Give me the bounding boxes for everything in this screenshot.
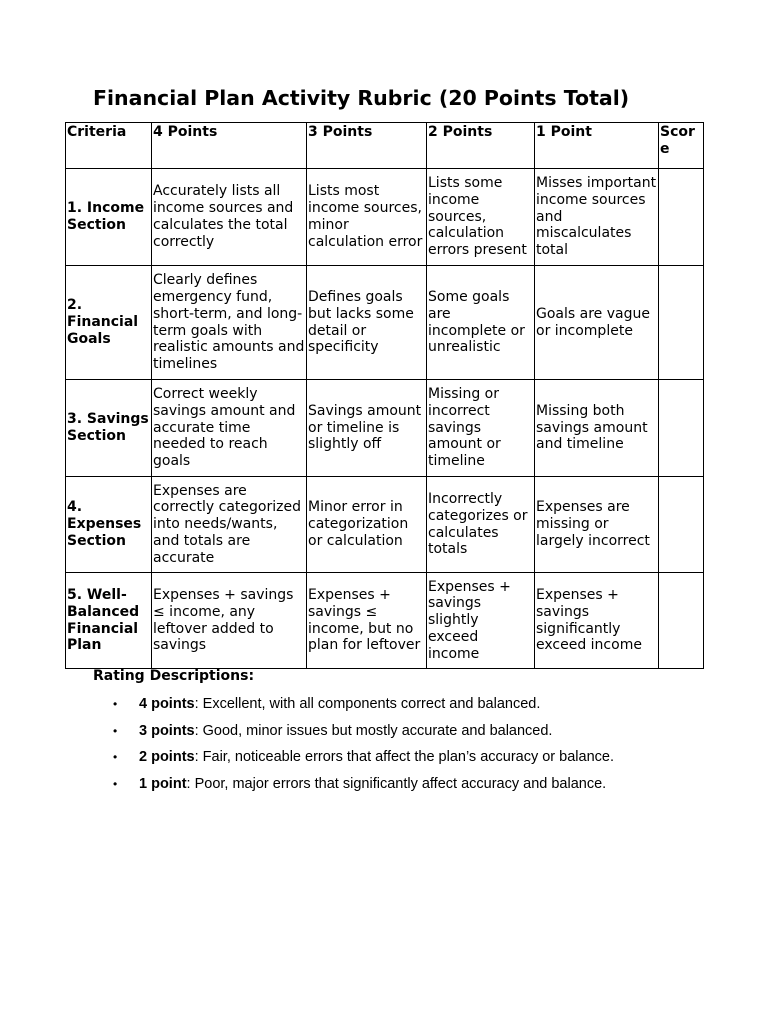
rating-descriptions: [93, 665, 733, 797]
rating-description: : Fair, noticeable errors that affect the plan’s accuracy or balance.: [194, 749, 614, 765]
column-header-4-points: 4 Points: [152, 123, 307, 169]
score-cell[interactable]: [659, 477, 704, 573]
one-point-cell: Misses important income sources and miscalculates total: [535, 169, 659, 266]
bullet-icon: •: [113, 750, 118, 764]
score-cell[interactable]: [659, 380, 704, 477]
three-points-cell: Minor error in categorization or calculation: [307, 477, 427, 573]
rating-list: [93, 691, 733, 797]
rating-points-label: 4 points: [139, 696, 195, 712]
table-row: [66, 573, 704, 669]
rating-points-label: 1 point: [139, 775, 187, 792]
column-header-criteria: Criteria: [66, 123, 152, 169]
list-item: [93, 771, 733, 798]
criteria-cell: 2. Financial Goals: [66, 266, 152, 380]
rating-descriptions-heading: Rating Descriptions:: [93, 668, 255, 684]
four-points-cell: Expenses are correctly categorized into needs/wants, and totals are accurate: [152, 477, 307, 573]
two-points-cell: Expenses + savings slightly exceed income: [427, 573, 535, 669]
one-point-cell: Expenses + savings significantly exceed income: [535, 573, 659, 669]
two-points-cell: Lists some income sources, calculation errors present: [427, 169, 535, 266]
rating-points-label: 2 points: [139, 749, 195, 765]
list-item: [93, 691, 733, 718]
score-cell[interactable]: [659, 266, 704, 380]
rating-description: : Excellent, with all components correct and balanced.: [194, 696, 541, 712]
criteria-cell: 1. Income Section: [66, 169, 152, 266]
list-item: [93, 744, 733, 771]
one-point-cell: Goals are vague or incomplete: [535, 266, 659, 380]
four-points-cell: Correct weekly savings amount and accurate time needed to reach goals: [152, 380, 307, 477]
rating-description: : Poor, major errors that significantly affect accuracy and balance.: [186, 775, 607, 792]
table-row: [66, 169, 704, 266]
column-header-3-points: 3 Points: [307, 123, 427, 169]
four-points-cell: Accurately lists all income sources and calculates the total correctly: [152, 169, 307, 266]
bullet-icon: •: [113, 776, 118, 791]
three-points-cell: Defines goals but lacks some detail or specificity: [307, 266, 427, 380]
bullet-icon: •: [113, 723, 118, 738]
criteria-cell: 5. Well-Balanced Financial Plan: [66, 573, 152, 669]
table-row: [66, 266, 704, 380]
three-points-cell: Lists most income sources, minor calculation error: [307, 169, 427, 266]
column-header-1-point: 1 Point: [535, 123, 659, 169]
bullet-icon: •: [113, 697, 118, 711]
table-row: [66, 477, 704, 573]
four-points-cell: Clearly defines emergency fund, short-term, and long-term goals with realistic amounts and timelines: [152, 266, 307, 380]
four-points-cell: Expenses + savings ≤ income, any leftover added to savings: [152, 573, 307, 669]
score-cell[interactable]: [659, 573, 704, 669]
one-point-cell: Missing both savings amount and timeline: [535, 380, 659, 477]
two-points-cell: Some goals are incomplete or unrealistic: [427, 266, 535, 380]
rubric-table: [65, 122, 704, 669]
rating-points-label: 3 points: [139, 722, 195, 739]
two-points-cell: Incorrectly categorizes or calculates totals: [427, 477, 535, 573]
three-points-cell: Expenses + savings ≤ income, but no plan for leftover: [307, 573, 427, 669]
list-item: [93, 718, 733, 745]
table-row: [66, 380, 704, 477]
column-header-2-points: 2 Points: [427, 123, 535, 169]
three-points-cell: Savings amount or timeline is slightly off: [307, 380, 427, 477]
criteria-cell: 3. Savings Section: [66, 380, 152, 477]
criteria-cell: 4. Expenses Section: [66, 477, 152, 573]
table-header-row: [66, 123, 704, 169]
one-point-cell: Expenses are missing or largely incorrect: [535, 477, 659, 573]
two-points-cell: Missing or incorrect savings amount or timeline: [427, 380, 535, 477]
rating-description: : Good, minor issues but mostly accurate and balanced.: [194, 722, 553, 739]
page-title: Financial Plan Activity Rubric (20 Points Total): [93, 86, 630, 110]
column-header-score: Score: [659, 123, 704, 169]
score-cell[interactable]: [659, 169, 704, 266]
